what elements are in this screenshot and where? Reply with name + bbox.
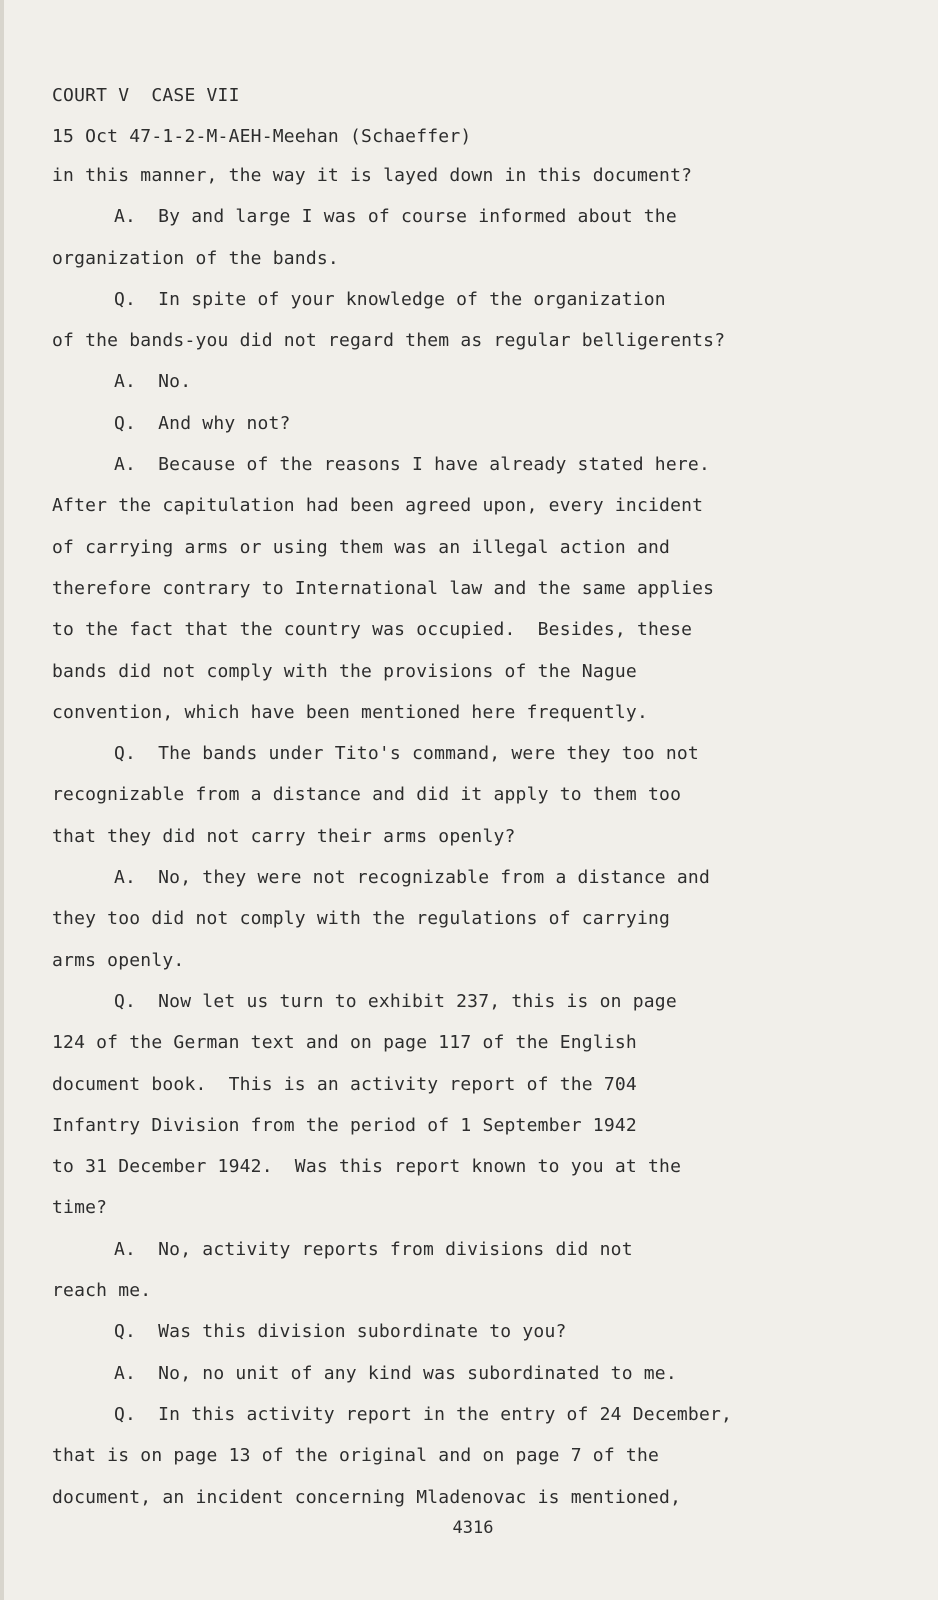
transcript-line: A. No, activity reports from divisions did not (114, 1238, 633, 1260)
transcript-line: Q. In this activity report in the entry of 24 December, (114, 1403, 733, 1425)
transcript-line: reach me. (52, 1280, 152, 1302)
transcript-line: that they did not carry their arms openly? (52, 825, 516, 847)
transcript-line: Q. Now let us turn to exhibit 237, this is on page (114, 990, 677, 1012)
transcript-line: Infantry Division from the period of 1 September 1942 (52, 1114, 637, 1136)
transcript-line: that is on page 13 of the original and on page 7 of the (52, 1445, 660, 1467)
transcript-line: Q. Was this division subordinate to you? (114, 1321, 567, 1343)
transcript-line: A. No, no unit of any kind was subordinated to me. (114, 1362, 677, 1384)
transcript-line: to the fact that the country was occupied. Besides, these (52, 619, 693, 641)
transcript-line: A. By and large I was of course informed about the (114, 206, 677, 228)
court-case-line: COURT V CASE VII (52, 85, 240, 106)
transcript-line: 124 of the German text and on page 117 of the English (52, 1032, 637, 1054)
transcript-line: document, an incident concerning Mladenovac is mentioned, (52, 1486, 682, 1508)
transcript-line: A. Because of the reasons I have already stated here. (114, 454, 710, 476)
transcript-line: convention, which have been mentioned here frequently. (52, 701, 648, 723)
transcript-line: bands did not comply with the provisions of the Nague (52, 660, 637, 682)
transcript-line: time? (52, 1197, 108, 1219)
transcript-line: organization of the bands. (52, 247, 339, 269)
transcript-line: they too did not comply with the regulations of carrying (52, 908, 671, 930)
transcript-line: therefore contrary to International law and the same applies (52, 577, 715, 599)
transcript-line: A. No, they were not recognizable from a distance and (114, 867, 710, 889)
transcript-line: document book. This is an activity report of the 704 (52, 1073, 637, 1095)
transcript-line: After the capitulation had been agreed upon, every incident (52, 495, 704, 517)
transcript-line: arms openly. (52, 949, 185, 971)
transcript-line: Q. In spite of your knowledge of the organization (114, 288, 666, 310)
transcript-line: in this manner, the way it is layed down in this document? (52, 165, 693, 186)
transcript-id-line: 15 Oct 47-1-2-M-AEH-Meehan (Schaeffer) (52, 126, 472, 148)
case-header (52, 75, 471, 158)
transcript-line: of carrying arms or using them was an illegal action and (52, 536, 671, 558)
transcript-line: of the bands-you did not regard them as regular belligerents? (52, 330, 726, 352)
transcript-line: Q. The bands under Tito's command, were they too not (114, 743, 699, 765)
transcript-line: recognizable from a distance and did it apply to them too (52, 784, 682, 806)
transcript-line: Q. And why not? (114, 412, 291, 434)
transcript-line: A. No. (114, 371, 192, 393)
page-number: 4316 (452, 1518, 494, 1538)
transcript-body (52, 155, 872, 1518)
transcript-line: to 31 December 1942. Was this report known to you at the (52, 1156, 682, 1178)
